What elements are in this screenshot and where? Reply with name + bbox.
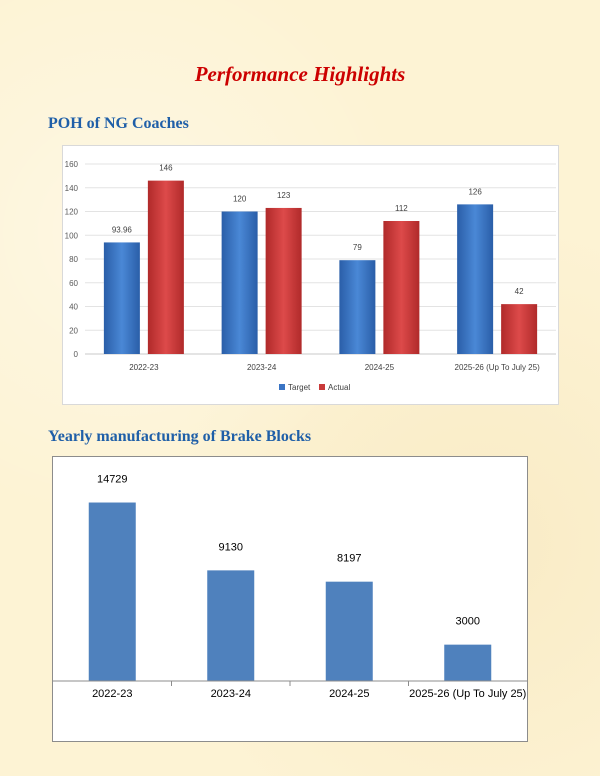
data-label-target: 93.96: [111, 225, 132, 235]
data-label-actual: 42: [514, 287, 524, 297]
bar-brake-blocks-2022-23: [89, 503, 136, 681]
data-label-target: 120: [232, 194, 247, 204]
bar-actual-2024-25: [383, 221, 419, 354]
y-tick-label: 160: [64, 160, 78, 169]
data-label-actual: 123: [276, 190, 291, 200]
data-label-target: 126: [468, 187, 482, 197]
data-label-target: 79: [352, 243, 362, 253]
y-tick-label: 0: [73, 350, 78, 359]
poh-chart: [63, 146, 558, 404]
x-tick-label: 2022-23: [92, 688, 133, 700]
brake-blocks-section-heading: Yearly manufacturing of Brake Blocks: [48, 428, 312, 445]
x-tick-label: 2023-24: [246, 363, 277, 372]
data-label: 14729: [96, 473, 128, 486]
x-tick-label: 2024-25: [364, 363, 395, 372]
bar-actual-2023-24: [266, 208, 302, 354]
bar-brake-blocks-2023-24: [207, 570, 254, 681]
x-tick-label: 2025-26 (Up To July 25): [409, 688, 527, 700]
y-tick-label: 20: [69, 326, 78, 336]
y-tick-label: 120: [64, 207, 78, 217]
legend-target-swatch: [279, 384, 285, 390]
legend-actual-swatch: [319, 384, 325, 390]
bar-actual-2022-23: [148, 181, 184, 354]
brake-blocks-chart: [53, 457, 527, 741]
x-tick-label: 2024-25: [329, 688, 370, 700]
bar-target-2022-23: [104, 242, 140, 354]
bar-target-2023-24: [222, 212, 258, 355]
bar-target-2024-25: [339, 260, 375, 354]
bar-brake-blocks-2024-25: [326, 582, 373, 681]
x-tick-label: 2025-26 (Up To July 25): [454, 363, 540, 372]
y-tick-label: 140: [64, 183, 78, 193]
page-title: Performance Highlights: [194, 62, 406, 86]
legend-actual-label: Actual: [328, 383, 351, 392]
poh-section-heading: POH of NG Coaches: [48, 115, 189, 132]
x-tick-label: 2023-24: [210, 688, 251, 700]
brake-blocks-chart-container: [52, 456, 528, 742]
data-label-actual: 146: [159, 163, 173, 173]
data-label-actual: 112: [394, 204, 408, 213]
y-tick-label: 60: [69, 278, 78, 288]
data-label: 8197: [337, 552, 362, 565]
poh-chart-container: [62, 145, 559, 405]
bar-target-2025-26 (Up To July 25): [457, 204, 493, 354]
data-label: 9130: [218, 541, 243, 554]
y-tick-label: 40: [69, 302, 78, 312]
bar-brake-blocks-2025-26 (Up To July 25): [444, 645, 491, 681]
data-label: 3000: [455, 615, 480, 628]
y-tick-label: 100: [64, 231, 78, 241]
y-tick-label: 80: [69, 255, 78, 264]
legend-target-label: Target: [288, 383, 311, 392]
x-tick-label: 2022-23: [129, 363, 159, 372]
bar-actual-2025-26 (Up To July 25): [501, 304, 537, 354]
